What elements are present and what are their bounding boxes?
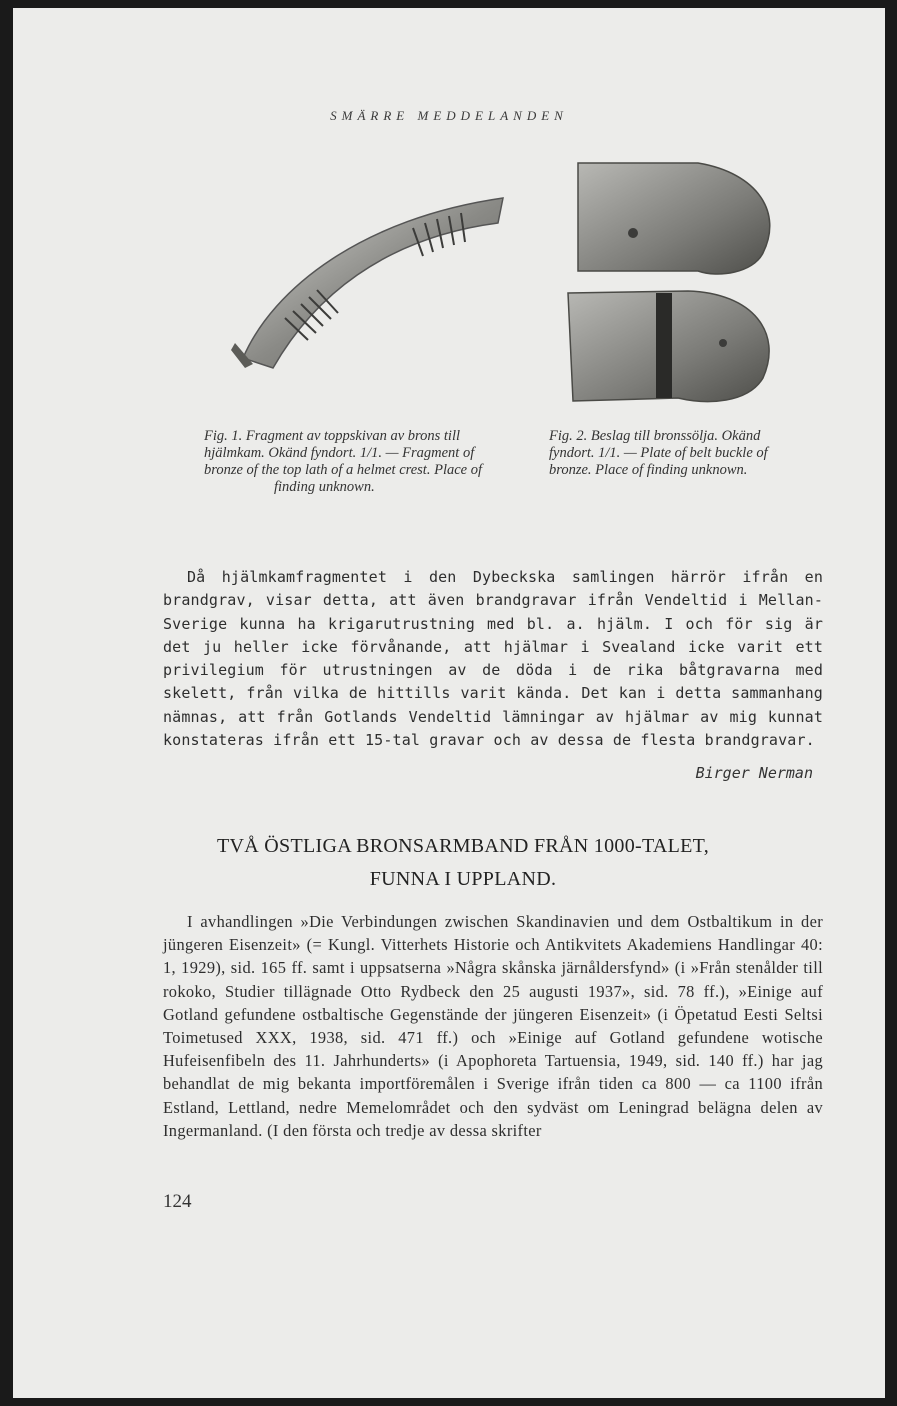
paragraph-2 (163, 910, 823, 1142)
paragraph-1 (163, 566, 823, 752)
fig1-caption (204, 428, 504, 496)
document-page (13, 8, 885, 1398)
fig1-caption-last: finding unknown. (274, 479, 375, 495)
article-title-line2: FUNNA I UPPLAND. (369, 868, 557, 890)
fig1-caption-text: Fig. 1. Fragment av toppskivan av brons till hjälmkam. Okänd fyndort. 1/1. — Fragment of bronze of the top lath of a helmet crest. Place of (204, 428, 482, 478)
paragraph-1-text: Då hjälmkamfragmentet i den Dybeckska samlingen härrör ifrån en brandgrav, visar detta, att även brandgravar ifrån Vendeltid i Mellan-Sverige kunna ha krigarutrustning med bl. a. hjälm. I och för sig är det ju heller icke förvånande, att hjälmar i Svealand icke varit ett privilegium för utrustningen av de döda i de rika båtgravarna med skelett, från vilka de hittills varit kända. Det kan i detta sammanhang nämnas, att från Gotlands Vendeltid lämningar av hjälmar av mig kunnat konstateras ifrån ett 15-tal gravar och av dessa de flesta brandgravar. (163, 568, 823, 750)
fig2-photo (558, 153, 793, 408)
fig2-caption (549, 428, 789, 479)
paragraph-2-text: I avhandlingen »Die Verbindungen zwischen Skandinavien und dem Ostbaltikum in der jüngeren Eisenzeit» (= Kungl. Vitterhets Historie och Antikvitets Akademiens Handlingar 40: 1, 1929), sid. 165 ff. samt i uppsatserna »Några skånska järnåldersfynd» (i »Från stenålder till rokoko, Studier tillägnade Otto Rydbeck den 25 augusti 1937», sid. 78 ff.), »Einige auf Gotland gefundene ostbaltische Gegenstände der jüngeren Eisenzeit» (i Öpetatud Eesti Seltsi Toimetused XXX, 1938, sid. 471 ff.) och »Einige auf Gotland gefundene wotische Hufeisenfibeln des 11. Jahrhunderts» (i Apophoreta Tartuensia, 1949, sid. 140 ff.) har jag behandlat de mig bekanta importföremålen i Sverige ifrån tiden ca 800 — ca 1100 ifrån Estland, Lettland, nedre Memelområdet och den sydväst om Leningrad belägna delen av Ingermanland. (I den första och tredje av dessa skrifter (163, 912, 823, 1140)
running-head: SMÄRRE MEDDELANDEN (330, 108, 568, 123)
author-signature: Birger Nerman (695, 764, 813, 782)
fig1-photo (213, 168, 513, 373)
fig2-caption-text: Fig. 2. Beslag till bronssölja. Okänd fyndort. 1/1. — Plate of belt buckle of bronze. Place of finding unknown. (549, 428, 768, 478)
page-number: 124 (163, 1191, 192, 1212)
article-title-line1: TVÅ ÖSTLIGA BRONSARMBAND FRÅN 1000-TALET, (216, 835, 709, 857)
article-title (133, 830, 793, 896)
